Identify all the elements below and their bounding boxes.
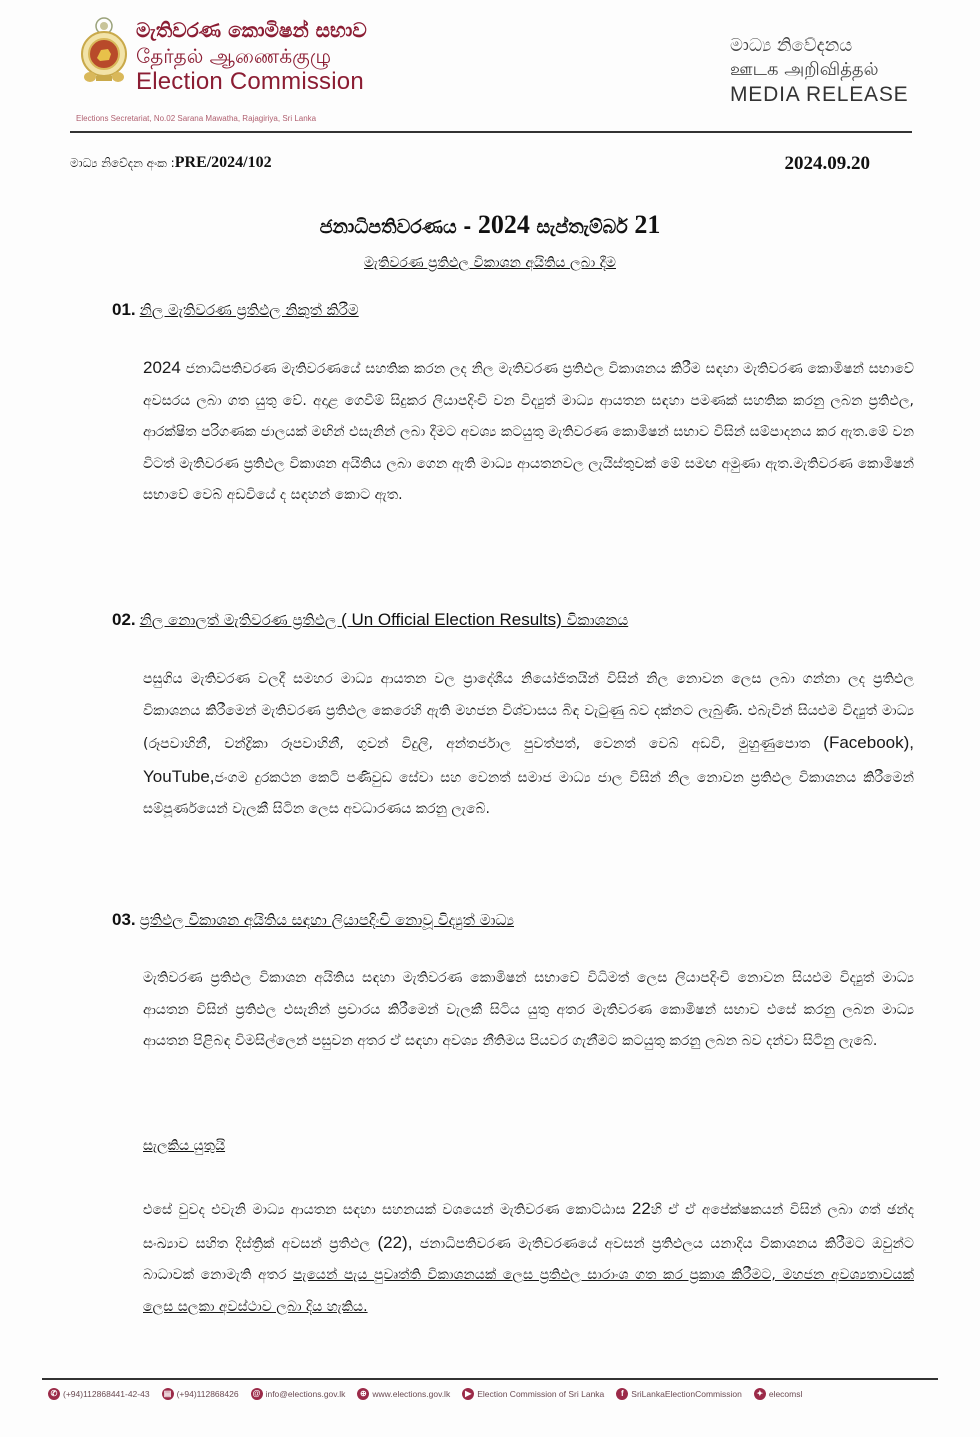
paragraph-text-continued: ජංගම දුරකථන කෙටි පණිවුඩ සේවා සහ වෙනත් සමාජ මාධ්‍ය ජාල විසින් නිල නොවන ප්‍රතිඵල විකාශනය කිරීමෙන් සම්පූර්ණයෙන් වැලකී සිටින ලෙස අවධාරණය කරනු ලැබේ. — [143, 769, 914, 817]
page-title — [0, 210, 980, 240]
footer-facebook[interactable] — [616, 1388, 742, 1400]
reference-value: PRE/2024/102 — [174, 154, 272, 171]
fax-number: (+94)112868426 — [176, 1389, 239, 1399]
section-02-paragraph — [143, 664, 914, 826]
header-divider — [70, 131, 912, 133]
divisions-count: 22 — [631, 1199, 651, 1218]
media-release-tamil: ஊடக அறிவித்தல் — [730, 59, 879, 80]
media-release-english: MEDIA RELEASE — [730, 83, 909, 106]
section-number: 02. — [112, 610, 136, 629]
footer-youtube[interactable] — [462, 1388, 604, 1400]
org-name-english: Election Commission — [136, 68, 364, 95]
email-link[interactable]: info@elections.gov.lk — [265, 1389, 346, 1399]
media-release-label — [730, 34, 910, 108]
paragraph-text: මැතිවරණ ප්‍රතිඵල විකාශන අයිතිය සඳහා මැතිවරණ කොමිෂන් සභාවේ විධිමත් ලෙස ලියාපදිංචි නොවන සියළුම විද්‍යුත් මාධ්‍ය ආයතන විසින් ප්‍රතිඵල එසැනින් ප්‍රචාරය කිරීමෙන් වැලකී සිටිය යුතු අතර මැතිවරණ කොමිෂන් සභාව එසේ කරනු ලබන මාධ්‍ය ආයතන පිළිබඳ විමසිල්ලෙන් පසුවන අතර ඒ සඳහා අවශ්‍ය නීතිමය පියවර ගැනීමට කටයුතු කරනු ලබන බව දන්වා සිටිනු ලැබේ. — [143, 970, 914, 1049]
page-subtitle: මැතිවරණ ප්‍රතිඵල විකාශන අයිතිය ලබා දීම — [364, 255, 616, 271]
section-03-heading — [112, 910, 514, 930]
section-heading-text: නිල නොලත් මැතිවරණ ප්‍රතිඵල — [139, 611, 342, 629]
section-03-paragraph — [143, 963, 914, 1058]
letterhead — [76, 10, 386, 123]
phone-icon: ✆ — [48, 1388, 60, 1400]
email-icon: @ — [251, 1388, 263, 1400]
facebook-page[interactable]: SriLankaElectionCommission — [631, 1389, 742, 1399]
section-01-heading — [112, 300, 359, 320]
section-number: 01. — [112, 300, 136, 319]
org-name-tamil: தேர்தல் ஆணைக்குழு — [136, 44, 332, 68]
paragraph-text: පසුගිය මැතිවරණ වලදී සමහර මාධ්‍ය ආයතන වල ප්‍රාදේශීය නියෝජිතයින් විසින් නිල නොවන ලෙස ලබා ගන්නා ලද ප්‍රතිඵල විකාශනය කිරීමෙන් මැතිවරණ ප්‍රතිඵල කෙරෙහි ඇති මහජන විශ්වාසය බිඳ වැටුණු බව දක්නට ලැබුණි. එබැවින් සියළුම විද්‍යුත් මාධ්‍ය (රූපවාහිනී, චන්ද්‍රිකා රූපවාහිනී, ගුවන් විදුලි, අන්තර්ජාල පුවත්පත්, වෙනත් වෙබ් අඩවි, මුහුණුපොත — [143, 671, 914, 752]
section-01-paragraph — [143, 352, 914, 512]
section-number: 03. — [112, 910, 136, 929]
section-02-heading — [112, 610, 628, 630]
section-heading-english: ( Un Official Election Results) — [341, 610, 562, 629]
reference-label: මාධ්‍ය නිවේදන අංක : — [70, 156, 175, 170]
paragraph-text: එසේ වුවද එවැනි මාධ්‍ය ආයතන සඳහා සහනයක් වශයෙන් මැතිවරණ කොට්ඨාස — [143, 1202, 632, 1218]
web-icon: ⊕ — [357, 1388, 369, 1400]
address-english: Elections Secretariat, No.02 Sarana Mawatha, Rajagiriya, Sri Lanka — [76, 114, 317, 123]
section-heading-text: ප්‍රතිඵල විකාශන අයිතිය සඳහා ලියාපදිංචි නොවූ විද්‍යුත් මාධ්‍ය — [139, 911, 514, 929]
reference-number — [70, 154, 272, 172]
footer-fax[interactable] — [162, 1388, 239, 1400]
footer-website[interactable] — [357, 1388, 450, 1400]
paragraph-social-platforms: (Facebook), YouTube, — [143, 733, 914, 786]
section-heading-suffix: විකාශනය — [561, 611, 629, 629]
phone-number: (+94)112868441-42-43 — [63, 1389, 150, 1399]
org-name-sinhala: මැතිවරණ කොමිෂන් සභාව — [136, 18, 367, 42]
footer-twitter[interactable] — [754, 1388, 803, 1400]
note-heading: සැලකිය යුතුයි — [143, 1138, 226, 1154]
note-paragraph — [143, 1193, 914, 1323]
district-count: (22), — [377, 1232, 413, 1252]
paragraph-text-continued: ජනාධිපතිවරණ මැතිවරණයේ අවසන් ප්‍රතිඵලය යනාදිය විකාශනය කිරීමට ඔවුන්ට බාධාවක් නොමැති අතර — [143, 1235, 914, 1283]
section-heading-text: නිල මැතිවරණ ප්‍රතිඵල නිකුත් කිරීම — [139, 301, 359, 319]
twitter-icon: ✦ — [754, 1388, 766, 1400]
paragraph-underlined-text: පැයෙන් පැය පුවෘත්ති විකාශනයක් ලෙස ප්‍රතිඵල සාරාංශ ගත කර ප්‍රකාශ කිරීමට, මහජන අවශ්‍යතාවයක් ලෙස සලකා අවස්ථාව ලබා දිය හැකිය. — [143, 1267, 914, 1315]
fax-icon: ▤ — [162, 1388, 174, 1400]
title-text: ජනාධිපතිවරණය - — [319, 216, 478, 238]
title-year: 2024 — [477, 210, 530, 239]
contact-footer — [48, 1386, 938, 1402]
paragraph-text-continued: හි ඒ ඒ අපේක්ෂකයන් විසින් ලබා ගත් ඡන්ද සංඛ්‍යාව සහිත දිස්ත්‍රික් අවසන් ප්‍රතිඵල — [143, 1202, 914, 1252]
release-date: 2024.09.20 — [784, 153, 870, 174]
paragraph-year: 2024 — [143, 358, 181, 377]
twitter-handle[interactable]: elecomsl — [768, 1389, 803, 1399]
website-link[interactable]: www.elections.gov.lk — [372, 1389, 451, 1399]
facebook-icon: f — [616, 1388, 628, 1400]
state-emblem-icon — [78, 14, 130, 84]
footer-divider — [42, 1378, 938, 1380]
footer-phone[interactable] — [48, 1388, 150, 1400]
paragraph-text: ජනාධිපතිවරණ මැතිවරණයේ සහතික කරන ලද නිල මැතිවරණ ප්‍රතිඵල විකාශනය කිරීම සඳහා මැතිවරණ කොමිෂන් සභාවේ අවසරය ලබා ගත යුතු වේ. අදාළ ගෙවීම් සිදුකර ලියාපදිංචි වන විද්‍යුත් මාධ්‍ය ආයතන සඳහා පමණක් සහතික කරනු ලබන ප්‍රතිඵල, ආරක්ෂිත පරිගණක ජාලයක් මඟින් එසැනින් ලබා දීමට අවශ්‍ය කටයුතු මැතිවරණ කොමිෂන් සභාව විසින් සම්පාදනය කර ඇත.මේ වන විටත් මැතිවරණ ප්‍රතිඵල විකාශන අයිතිය ලබා ගෙන ඇති මාධ්‍ය ආයතනවල ලැයිස්තුවක් මේ සමඟ අමුණා ඇත.මැතිවරණ කොමිෂන් සභාවේ වෙබ් අඩවියේ ද සඳහන් කොට ඇත. — [143, 361, 914, 503]
youtube-icon: ▶ — [462, 1388, 474, 1400]
title-month: සැප්තැම්බර් — [529, 216, 635, 238]
media-release-sinhala: මාධ්‍ය නිවේදනය — [730, 35, 853, 56]
title-day: 21 — [634, 210, 661, 239]
footer-email[interactable] — [251, 1388, 346, 1400]
youtube-channel[interactable]: Election Commission of Sri Lanka — [477, 1389, 605, 1399]
